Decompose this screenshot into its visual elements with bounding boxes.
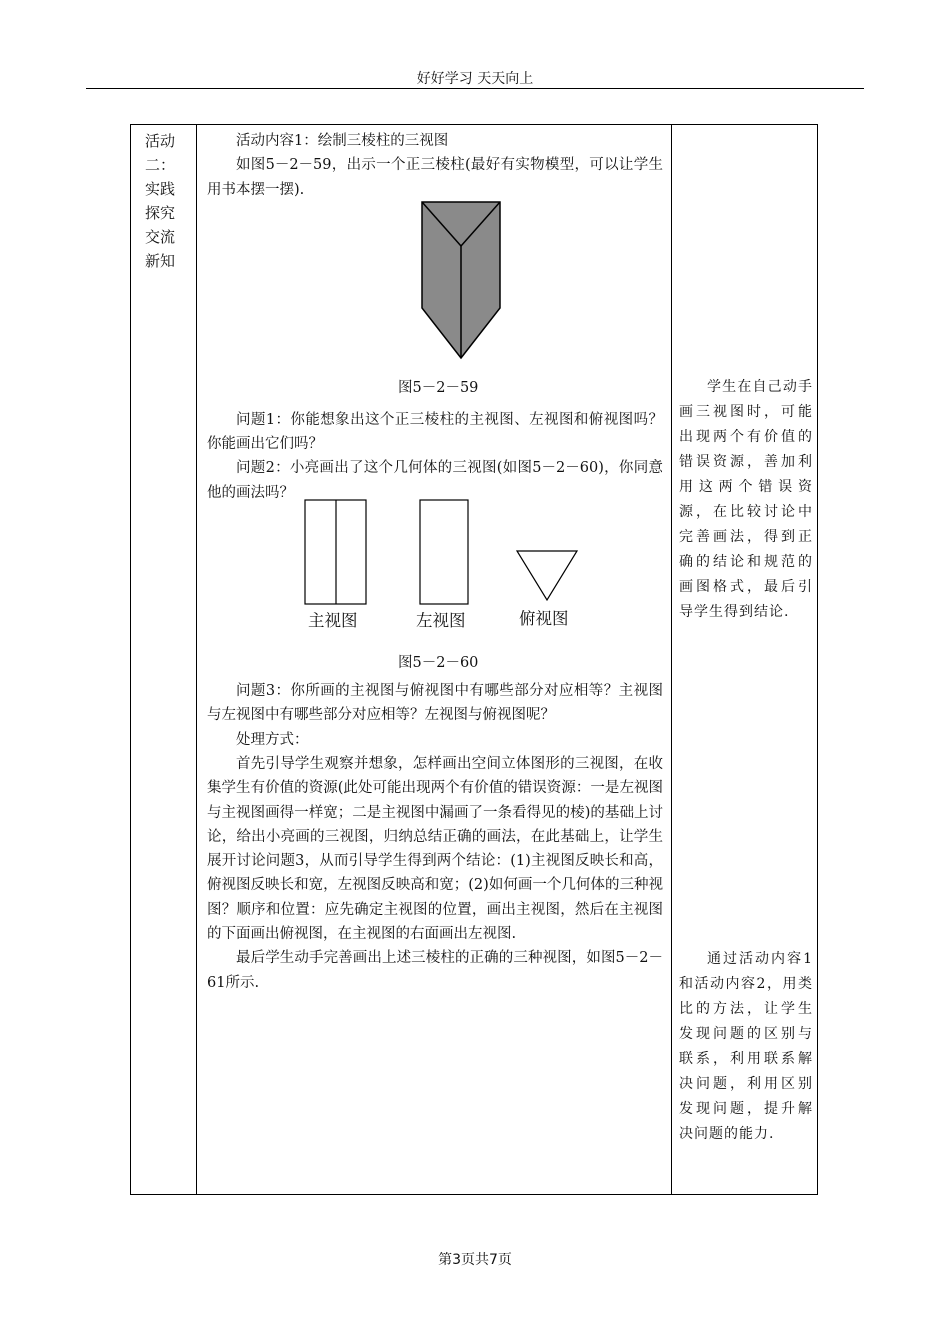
activity-column bbox=[131, 125, 197, 1194]
activity-label-line: 二： bbox=[145, 156, 176, 174]
activity-label-line: 探究 bbox=[145, 204, 176, 222]
top-view-label: 俯视图 bbox=[519, 609, 569, 628]
activity-label-line: 新知 bbox=[145, 252, 176, 270]
note-1-text: 学生在自己动手画三视图时，可能出现两个有价值的错误资源，善加利用这两个错误资源，在比较讨论中完善画法，得到正确的结论和规范的画图格式，最后引导学生得到结论. bbox=[679, 379, 813, 620]
method-paragraph: 首先引导学生观察并想象，怎样画出空间立体图形的三视图，在收集学生有价值的资源(此处可能出现两个有价值的错误资源：一是左视图与主视图画得一样宽；二是主视图中漏画了一条看得见的棱)的基础上讨论，给出小亮画的三视图，归纳总结正确的画法，在此基础上，让学生展开讨论问题3，从而引导学生得到两个结论：(1)主视图反映长和高，俯视图反映长和宽，左视图反映高和宽；(2)如何画一个几何体的三种视图？顺序和位置：应先确定主视图的位置，画出主视图，然后在主视图的下面画出俯视图，在主视图的右面画出左视图. bbox=[207, 755, 663, 943]
closing-paragraph: 最后学生动手完善画出上述三棱柱的正确的三种视图，如图5－2－61所示. bbox=[207, 950, 663, 991]
figure-60-caption: 图5－2－60 bbox=[398, 655, 479, 671]
page-header: 好好学习 天天向上 bbox=[416, 71, 534, 87]
content-title: 活动内容1：绘制三棱柱的三视图 bbox=[236, 133, 449, 149]
activity-label bbox=[145, 129, 185, 273]
note-1 bbox=[679, 375, 813, 625]
left-view-rect bbox=[420, 500, 468, 604]
note-2 bbox=[679, 947, 813, 1147]
activity-label-line: 实践 bbox=[145, 180, 176, 198]
figure-59-caption: 图5－2－59 bbox=[398, 380, 479, 396]
method-title: 处理方式： bbox=[236, 731, 309, 748]
activity-label-line: 交流 bbox=[145, 228, 176, 246]
left-view-label: 左视图 bbox=[416, 611, 466, 630]
front-view-label: 主视图 bbox=[308, 611, 358, 630]
note-2-text: 通过活动内容1和活动内容2，用类比的方法，让学生发现问题的区别与联系，利用联系解决问题，利用区别发现问题，提升解决问题的能力. bbox=[679, 951, 813, 1142]
header-rule bbox=[86, 88, 864, 89]
prism-figure bbox=[290, 200, 530, 370]
content-paragraph: 如图5－2－59，出示一个正三棱柱(最好有实物模型，可以让学生用书本摆一摆). bbox=[207, 157, 663, 198]
top-view-triangle bbox=[517, 551, 577, 600]
activity-label-line: 活动 bbox=[145, 132, 176, 150]
three-views-figure bbox=[300, 496, 590, 606]
question-3: 问题3：你所画的主视图与俯视图中有哪些部分对应相等？主视图与左视图中有哪些部分对应相等？左视图与俯视图呢？ bbox=[207, 683, 663, 724]
page-footer: 第3页共7页 bbox=[438, 1252, 512, 1268]
question-1: 问题1：你能想象出这个正三棱柱的主视图、左视图和俯视图吗？你能画出它们吗？ bbox=[207, 411, 663, 453]
question-2: 问题2：小亮画出了这个几何体的三视图(如图5－2－60)，你同意他的画法吗？ bbox=[207, 460, 663, 501]
